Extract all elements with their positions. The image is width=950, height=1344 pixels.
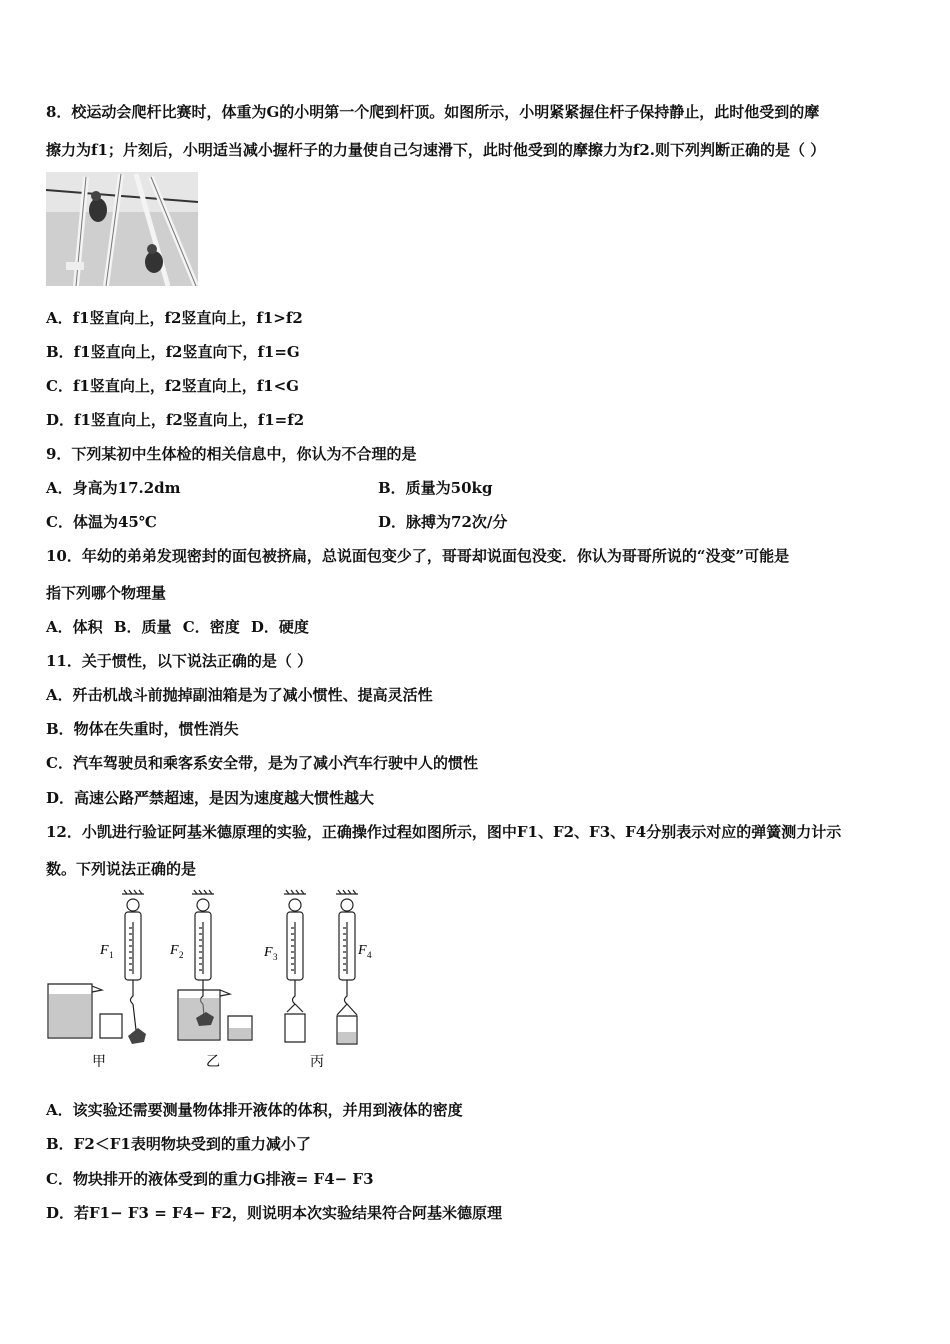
caption-yi: 乙 <box>206 1055 220 1068</box>
climbing-pole-photo <box>46 172 198 286</box>
label-F2: F <box>170 943 179 958</box>
label-F4-sub: 4 <box>367 950 372 960</box>
q9-option-b: B．质量为50kg <box>378 479 493 497</box>
q12-stem-line1: 12．小凯进行验证阿基米德原理的实验，正确操作过程如图所示，图中F1、F2、F3、F4分别表示对应的弹簧测力计示 <box>46 823 842 841</box>
q10-stem-line2: 指下列哪个物理量 <box>46 584 167 602</box>
caption-jia: 甲 <box>92 1055 106 1068</box>
q10-stem-line1: 10．年幼的弟弟发现密封的面包被挤扁，总说面包变少了，哥哥却说面包没变．你认为哥哥所说的“没变”可能是 <box>46 547 790 565</box>
q12-option-b: B．F2＜F1表明物块受到的重力减小了 <box>46 1135 311 1153</box>
q11-stem: 11．关于惯性，以下说法正确的是（ ） <box>46 652 313 670</box>
q9-option-d: D．脉搏为72次/分 <box>378 513 508 531</box>
q11-option-d: D．高速公路严禁超速，是因为速度越大惯性越大 <box>46 789 375 807</box>
q8-stem-line2: 擦力为f1；片刻后，小明适当减小握杆子的力量使自己匀速滑下，此时他受到的摩擦力为f2.则下列判断正确的是（ ） <box>46 141 826 159</box>
q8-option-b: B．f1竖直向上，f2竖直向下，f1=G <box>46 343 300 361</box>
q8-option-c: C．f1竖直向上，f2竖直向上，f1<G <box>46 377 299 395</box>
q8-option-a: A．f1竖直向上，f2竖直向上，f1>f2 <box>46 309 303 327</box>
caption-bing: 丙 <box>310 1055 324 1068</box>
q12-stem-line2: 数。下列说法正确的是 <box>46 860 197 878</box>
q12-option-c: C．物块排开的液体受到的重力G排液= F4− F3 <box>46 1170 374 1188</box>
label-F1-sub: 1 <box>109 950 114 960</box>
label-F3-sub: 3 <box>273 952 278 962</box>
q9-option-c: C．体温为45℃ <box>46 513 157 531</box>
q11-option-a: A．歼击机战斗前抛掉副油箱是为了减小惯性、提高灵活性 <box>46 686 433 704</box>
label-F2-sub: 2 <box>179 950 184 960</box>
q8-option-d: D．f1竖直向上，f2竖直向上，f1=f2 <box>46 411 305 429</box>
q8-stem-line1: 8．校运动会爬杆比赛时，体重为G的小明第一个爬到杆顶。如图所示，小明紧紧握住杆子保持静止，此时他受到的摩 <box>46 103 820 121</box>
q11-option-c: C．汽车驾驶员和乘客系安全带，是为了减小汽车行驶中人的惯性 <box>46 754 478 772</box>
label-F4: F <box>358 943 367 958</box>
label-F3: F <box>264 945 273 960</box>
q10-options: A．体积 B．质量 C．密度 D．硬度 <box>46 618 309 636</box>
q9-option-a: A．身高为17.2dm <box>46 479 181 497</box>
q9-stem: 9．下列某初中生体检的相关信息中，你认为不合理的是 <box>46 445 417 463</box>
q11-option-b: B．物体在失重时，惯性消失 <box>46 720 239 738</box>
label-F1: F <box>100 943 109 958</box>
archimedes-experiment-figure <box>44 888 384 1068</box>
q12-option-a: A．该实验还需要测量物体排开液体的体积，并用到液体的密度 <box>46 1101 463 1119</box>
q12-option-d: D．若F1− F3 = F4− F2，则说明本次实验结果符合阿基米德原理 <box>46 1204 502 1222</box>
